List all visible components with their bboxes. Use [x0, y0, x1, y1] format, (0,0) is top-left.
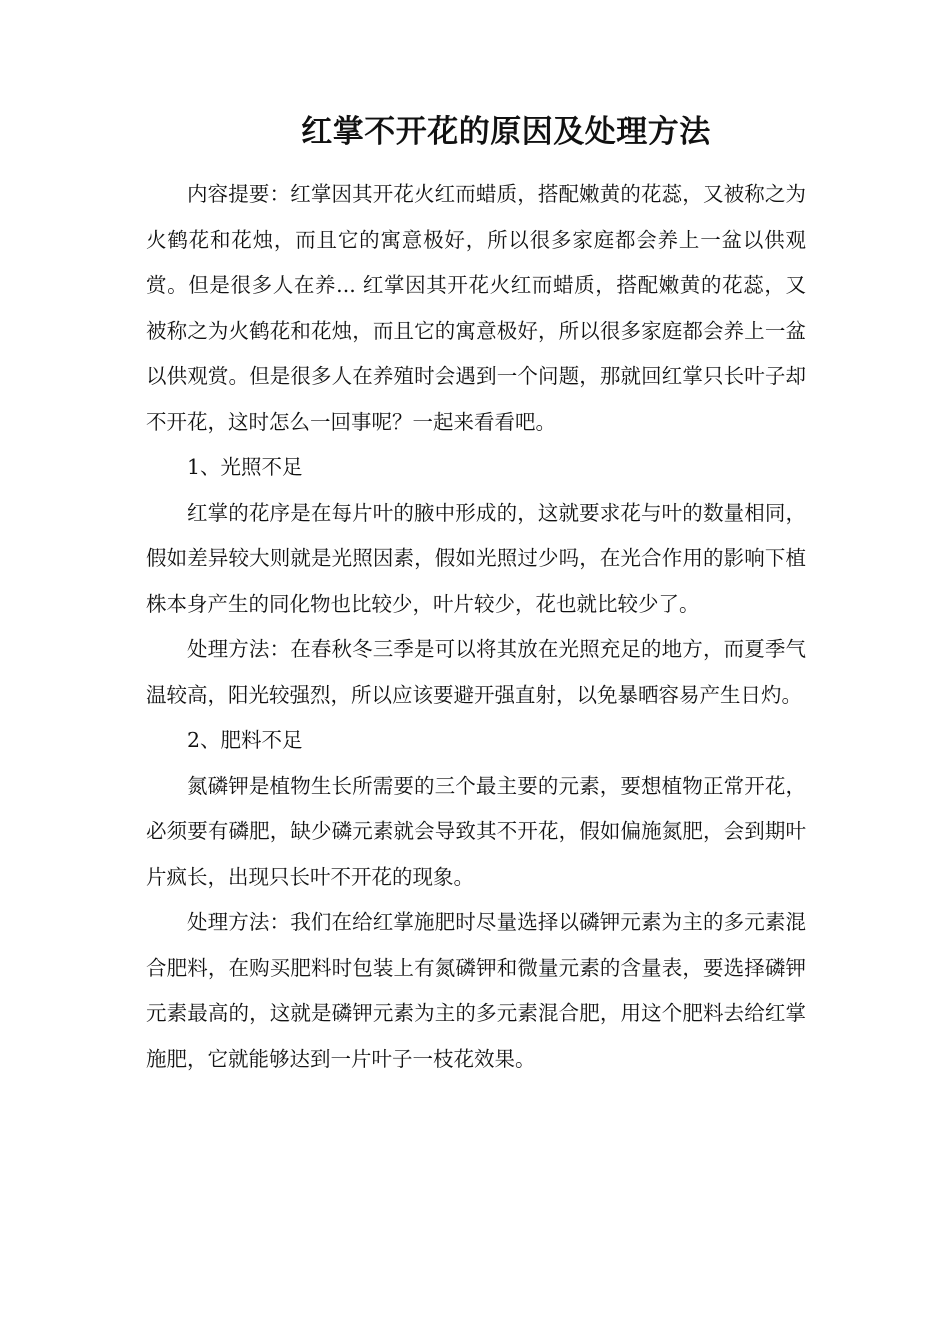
section-heading-light: 1、光照不足: [187, 455, 303, 479]
fertilizer-solution-paragraph: 处理方法：我们在给红掌施肥时尽量选择以磷钾元素为主的多元素混合肥料，在购买肥料时包装上有氮磷钾和微量元素的含量表，要选择磷钾元素最高的，这就是磷钾元素为主的多元素混合肥，用这个肥料去给红掌施肥，它就能够达到一片叶子一枝花效果。: [146, 910, 806, 1071]
light-paragraph: 红掌的花序是在每片叶的腋中形成的，这就要求花与叶的数量相同，假如差异较大则就是光照因素，假如光照过少吗，在光合作用的影响下植株本身产生的同化物也比较少，叶片较少，花也就比较少了。: [146, 500, 806, 616]
fertilizer-paragraph: 氮磷钾是植物生长所需要的三个最主要的元素，要想植物正常开花，必须要有磷肥，缺少磷元素就会导致其不开花，假如偏施氮肥，会到期叶片疯长，出现只长叶不开花的现象。: [146, 773, 806, 889]
intro-paragraph: 内容提要：红掌因其开花火红而蜡质，搭配嫩黄的花蕊，又被称之为火鹤花和花烛，而且它的寓意极好，所以很多家庭都会养上一盆以供观赏。但是很多人在养... 红掌因其开花火红而蜡质，搭配嫩黄的花蕊，又被称之为火鹤花和花烛，而且它的寓意极好，所以很多家庭都会养上一盆以供观赏。但是很多人在养殖时会遇到一个问题，那就回红掌只长叶子却不开花，这时怎么一回事呢？一起来看看吧。: [146, 182, 806, 434]
document-title: 红掌不开花的原因及处理方法: [301, 114, 711, 150]
document-page: [146, 112, 806, 1082]
light-solution-paragraph: 处理方法：在春秋冬三季是可以将其放在光照充足的地方，而夏季气温较高，阳光较强烈，所以应该要避开强直射，以免暴晒容易产生日灼。: [146, 637, 806, 707]
section-heading-fertilizer: 2、肥料不足: [187, 728, 303, 752]
